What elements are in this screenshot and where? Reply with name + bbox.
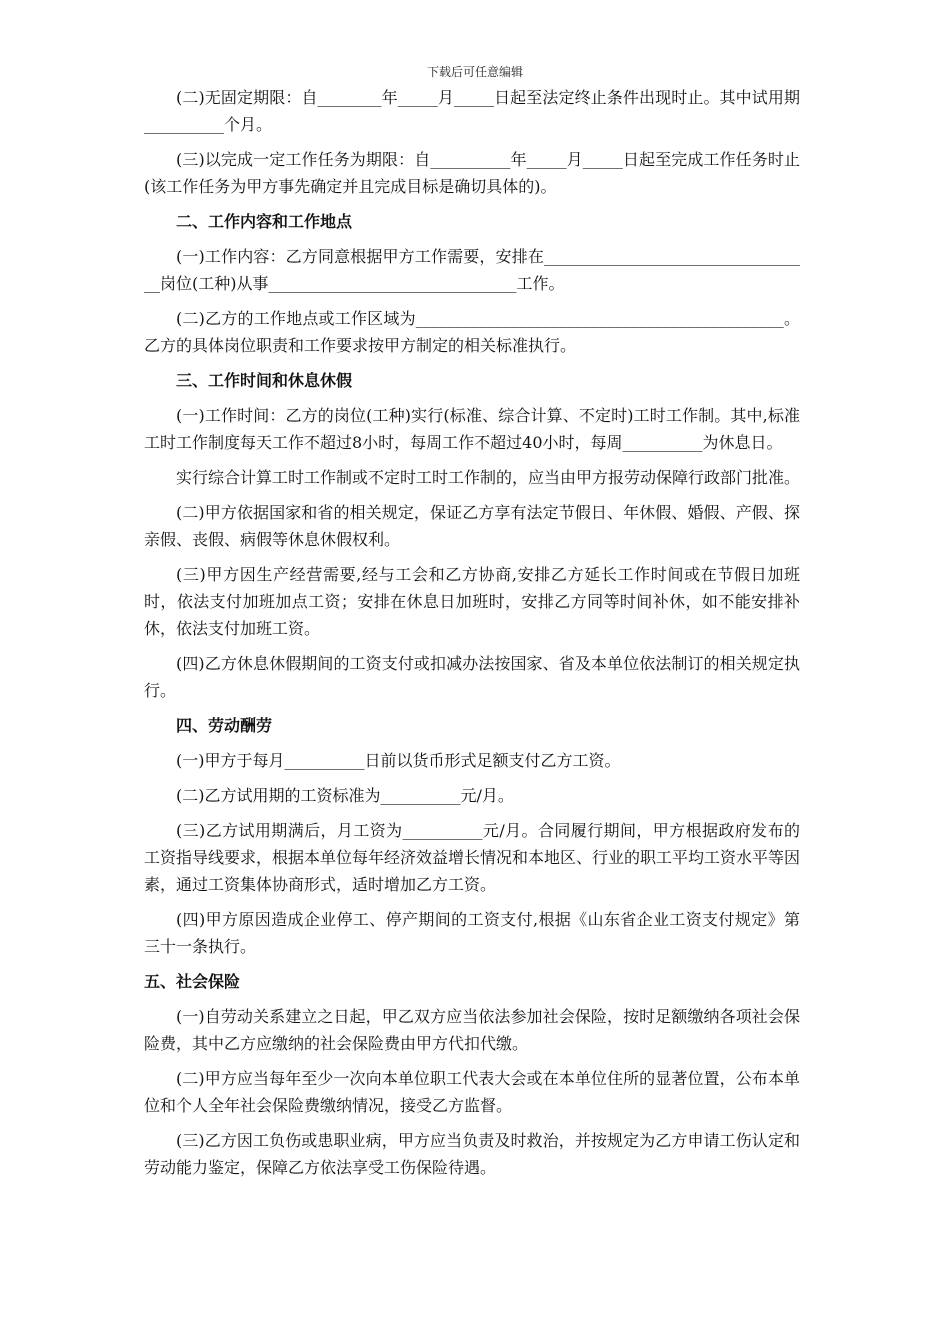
document-body: [144, 84, 800, 1181]
paragraph-insurance-enroll: (一)自劳动关系建立之日起，甲乙双方应当依法参加社会保险，按时足额缴纳各项社会保险费，其中乙方应缴纳的社会保险费由甲方代扣代缴。: [144, 1007, 800, 1053]
paragraph-work-content: (一)工作内容：乙方同意根据甲方工作需要，安排在__________________________________岗位(工种)从事_______________________________工作。: [144, 247, 800, 293]
paragraph-probation-pay: (二)乙方试用期的工资标准为__________元/月。: [176, 786, 514, 805]
paragraph-fixed-term: (二)无固定期限：自________年_____月_____日起至法定终止条件出现时止。其中试用期__________个月。: [144, 88, 800, 134]
section-heading-work-content: 二、工作内容和工作地点: [176, 212, 353, 231]
paragraph-comprehensive-hours: 实行综合计算工时工作制或不定时工时工作制的，应当由甲方报劳动保障行政部门批准。: [176, 468, 801, 487]
page-header: 下载后可任意编辑: [426, 65, 523, 79]
paragraph-task-term: (三)以完成一定工作任务为期限：自__________年_____月_____日起至完成工作任务时止(该工作任务为甲方事先确定并且完成目标是确切具体的)。: [144, 150, 800, 196]
paragraph-pay-date: (一)甲方于每月__________日前以货币形式足额支付乙方工资。: [176, 751, 621, 770]
paragraph-work-injury: (三)乙方因工负伤或患职业病，甲方应当负责及时救治，并按规定为乙方申请工伤认定和劳动能力鉴定，保障乙方依法享受工伤保险待遇。: [144, 1131, 800, 1177]
section-heading-work-hours: 三、工作时间和休息休假: [176, 371, 353, 390]
paragraph-overtime: (三)甲方因生产经营需要,经与工会和乙方协商,安排乙方延长工作时间或在节假日加班时，依法支付加班加点工资；安排在休息日加班时，安排乙方同等时间补休，如不能安排补休，依法支付加班工资。: [144, 565, 800, 638]
paragraph-holidays: (二)甲方依据国家和省的相关规定，保证乙方享有法定节假日、年休假、婚假、产假、探亲假、丧假、病假等休息休假权利。: [144, 503, 800, 549]
paragraph-monthly-pay: (三)乙方试用期满后，月工资为__________元/月。合同履行期间，甲方根据政府发布的工资指导线要求，根据本单位每年经济效益增长情况和本地区、行业的职工平均工资水平等因素，通过工资集体协商形式，适时增加乙方工资。: [144, 821, 801, 894]
paragraph-work-location: (二)乙方的工作地点或工作区域为______________________________________________。乙方的具体岗位职责和工作要求按甲方制定的相关标准执行。: [144, 309, 800, 355]
section-heading-social-insurance: 五、社会保险: [144, 972, 241, 991]
paragraph-work-hours: (一)工作时间：乙方的岗位(工种)实行(标准、综合计算、不定时)工时工作制。其中,标准工时工作制度每天工作不超过8小时，每周工作不超过40小时，每周__________为休息日。: [144, 406, 800, 452]
section-heading-remuneration: 四、劳动酬劳: [176, 716, 273, 735]
paragraph-leave-pay: (四)乙方休息休假期间的工资支付或扣减办法按国家、省及本单位依法制订的相关规定执行。: [144, 654, 800, 700]
paragraph-shutdown-pay: (四)甲方原因造成企业停工、停产期间的工资支付,根据《山东省企业工资支付规定》第三十一条执行。: [144, 910, 800, 956]
paragraph-insurance-disclosure: (二)甲方应当每年至少一次向本单位职工代表大会或在本单位住所的显著位置，公布本单位和个人全年社会保险费缴纳情况，接受乙方监督。: [144, 1069, 800, 1115]
